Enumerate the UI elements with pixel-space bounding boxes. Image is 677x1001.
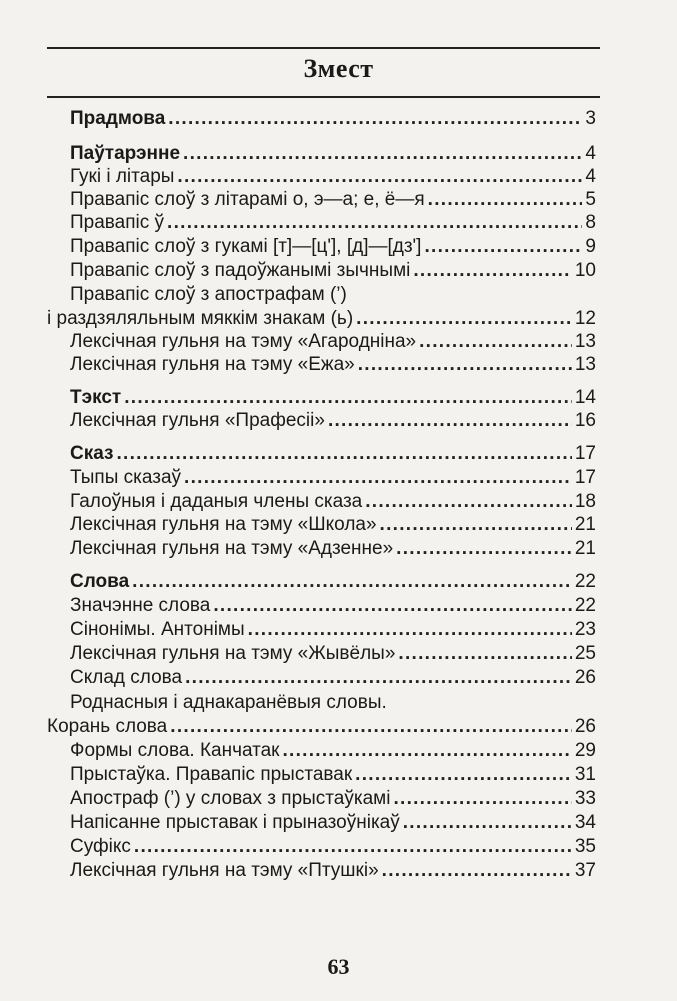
toc-entry-page: 14	[574, 387, 596, 408]
dot-leader	[382, 860, 572, 882]
dot-leader	[358, 354, 572, 376]
page-number: 63	[327, 954, 350, 979]
toc-entry-title: Склад слова	[70, 667, 183, 688]
page-title: Змест	[303, 54, 374, 83]
toc-entry	[70, 166, 596, 188]
toc-entry-page: 16	[574, 410, 596, 431]
dot-leader	[183, 143, 582, 165]
toc-entry-page: 4	[585, 166, 596, 187]
toc-entry-page: 29	[574, 740, 596, 761]
dot-leader	[177, 166, 582, 188]
toc-entry-title: Прадмова	[70, 108, 166, 129]
toc-entry-page: 22	[574, 595, 596, 616]
dot-leader	[419, 331, 572, 353]
toc-entry-page: 5	[585, 189, 596, 210]
toc-entry	[70, 467, 596, 489]
toc-entry-title: Лексічная гульня на тэму «Жывёлы»	[70, 643, 396, 664]
dot-leader	[184, 467, 572, 489]
toc-entry	[70, 812, 596, 834]
toc-entry-title: Формы слова. Канчатак	[70, 740, 280, 761]
toc-entry-title: Лексічная гульня на тэму «Школа»	[70, 514, 377, 535]
toc-entry-page: 26	[574, 667, 596, 688]
toc-entry	[70, 764, 596, 786]
toc-entry	[47, 716, 596, 738]
toc-entry-title: Напісанне прыставак і прыназоўнікаў	[70, 812, 400, 833]
dot-leader	[213, 595, 572, 617]
toc-entry	[70, 491, 596, 513]
toc-entry-title: Тыпы сказаў	[70, 467, 182, 488]
toc-entry	[70, 387, 596, 409]
toc-entry-page: 25	[574, 643, 596, 664]
toc-entry	[70, 189, 596, 211]
toc-entry-title: Корань слова	[47, 716, 168, 737]
toc-entry-title: Сказ	[70, 443, 114, 464]
toc-entry-title: Суфікс	[70, 836, 131, 857]
dot-leader	[428, 189, 583, 211]
dot-leader	[356, 308, 572, 330]
toc-entry	[70, 619, 596, 641]
toc-entry-page: 22	[574, 571, 596, 592]
dot-leader	[355, 764, 572, 786]
dot-leader	[170, 716, 572, 738]
toc-entry	[70, 595, 596, 617]
toc-entry	[70, 212, 596, 234]
toc-entry-page: 26	[574, 716, 596, 737]
toc-entry-title: Прыстаўка. Правапіс прыставак	[70, 764, 353, 785]
toc-entry-title: і раздзяляльным мяккім знакам (ь)	[47, 308, 354, 329]
toc-entry	[70, 514, 596, 536]
toc-entry-page: 13	[574, 354, 596, 375]
toc-entry-page: 12	[574, 308, 596, 329]
toc-entry	[70, 284, 596, 306]
dot-leader	[168, 108, 582, 130]
title-rule	[47, 96, 600, 98]
toc-entry-page: 33	[574, 788, 596, 809]
toc-entry-page: 31	[574, 764, 596, 785]
dot-leader	[393, 788, 571, 810]
toc-entry-page: 21	[574, 514, 596, 535]
toc-entry-page: 10	[574, 260, 596, 281]
toc-entry-title: Правапіс слоў з гукамі [т]—[ц'], [д]—[дз']	[70, 236, 422, 257]
toc-entry	[70, 571, 596, 593]
toc-entry	[70, 667, 596, 689]
dot-leader	[248, 619, 572, 641]
toc-entry	[70, 236, 596, 258]
toc-entry-title: Правапіс слоў з літарамі о, э—а; е, ё—я	[70, 189, 425, 210]
dot-leader	[424, 236, 582, 258]
toc-entry-page: 21	[574, 538, 596, 559]
toc-entry	[70, 538, 596, 560]
toc-entry	[70, 836, 596, 858]
toc-entry	[70, 143, 596, 165]
dot-leader	[413, 260, 572, 282]
toc-entry-page: 13	[574, 331, 596, 352]
toc-entry-page: 17	[574, 467, 596, 488]
toc-entry-title: Сінонімы. Антонімы	[70, 619, 245, 640]
toc-entry-title: Лексічная гульня на тэму «Ежа»	[70, 354, 355, 375]
toc-entry-page: 9	[585, 236, 596, 257]
dot-leader	[398, 643, 571, 665]
toc-entry-page: 34	[574, 812, 596, 833]
dot-leader	[283, 740, 572, 762]
toc-entry-page: 35	[574, 836, 596, 857]
toc-entry-page: 17	[574, 443, 596, 464]
toc-entry	[70, 443, 596, 465]
toc-entry	[70, 740, 596, 762]
dot-leader	[134, 836, 572, 858]
toc-entry-title: Правапіс ў	[70, 212, 165, 233]
dot-leader	[328, 410, 572, 432]
toc-entry-title: Лексічная гульня «Прафесіі»	[70, 410, 325, 431]
toc-entry-page: 18	[574, 491, 596, 512]
dot-leader	[167, 212, 582, 234]
top-rule	[47, 47, 600, 49]
toc-entry-page: 3	[585, 108, 596, 129]
toc-entry	[70, 331, 596, 353]
dot-leader	[365, 491, 572, 513]
toc-entry	[47, 308, 596, 330]
toc-entry-title: Правапіс слоў з падоўжанымі зычнымі	[70, 260, 411, 281]
toc-entry	[70, 108, 596, 130]
toc-entry-title: Лексічная гульня на тэму «Птушкі»	[70, 860, 379, 881]
toc-entry	[70, 643, 596, 665]
dot-leader	[403, 812, 572, 834]
dot-leader	[132, 571, 572, 593]
toc-entry-page: 4	[585, 143, 596, 164]
toc-entry-title: Гукі і літары	[70, 166, 175, 187]
toc-entry-title: Роднасныя і аднакаранёвыя словы.	[70, 692, 387, 713]
toc-entry	[70, 692, 596, 714]
toc-entry-title: Апостраф (’) у словах з прыстаўкамі	[70, 788, 391, 809]
toc-entry-title: Слова	[70, 571, 130, 592]
dot-leader	[396, 538, 572, 560]
toc-entry	[70, 788, 596, 810]
toc-entry-title: Галоўныя і даданыя члены сказа	[70, 491, 363, 512]
dot-leader	[380, 514, 572, 536]
toc-entry-title: Значэнне слова	[70, 595, 211, 616]
toc-entry	[70, 354, 596, 376]
toc-entry-title: Паўтарэнне	[70, 143, 181, 164]
dot-leader	[116, 443, 571, 465]
dot-leader	[124, 387, 572, 409]
dot-leader	[185, 667, 572, 689]
toc-entry	[70, 860, 596, 882]
toc-entry	[70, 260, 596, 282]
toc-entry-page: 37	[574, 860, 596, 881]
toc-entry-title: Правапіс слоў з апострафам (’)	[70, 284, 347, 305]
toc-entry-title: Лексічная гульня на тэму «Агароднiна»	[70, 331, 417, 352]
toc-entry	[70, 410, 596, 432]
toc-entry-page: 23	[574, 619, 596, 640]
toc-entry-page: 8	[585, 212, 596, 233]
toc-entry-title: Тэкст	[70, 387, 122, 408]
toc-entry-title: Лексічная гульня на тэму «Адзенне»	[70, 538, 394, 559]
